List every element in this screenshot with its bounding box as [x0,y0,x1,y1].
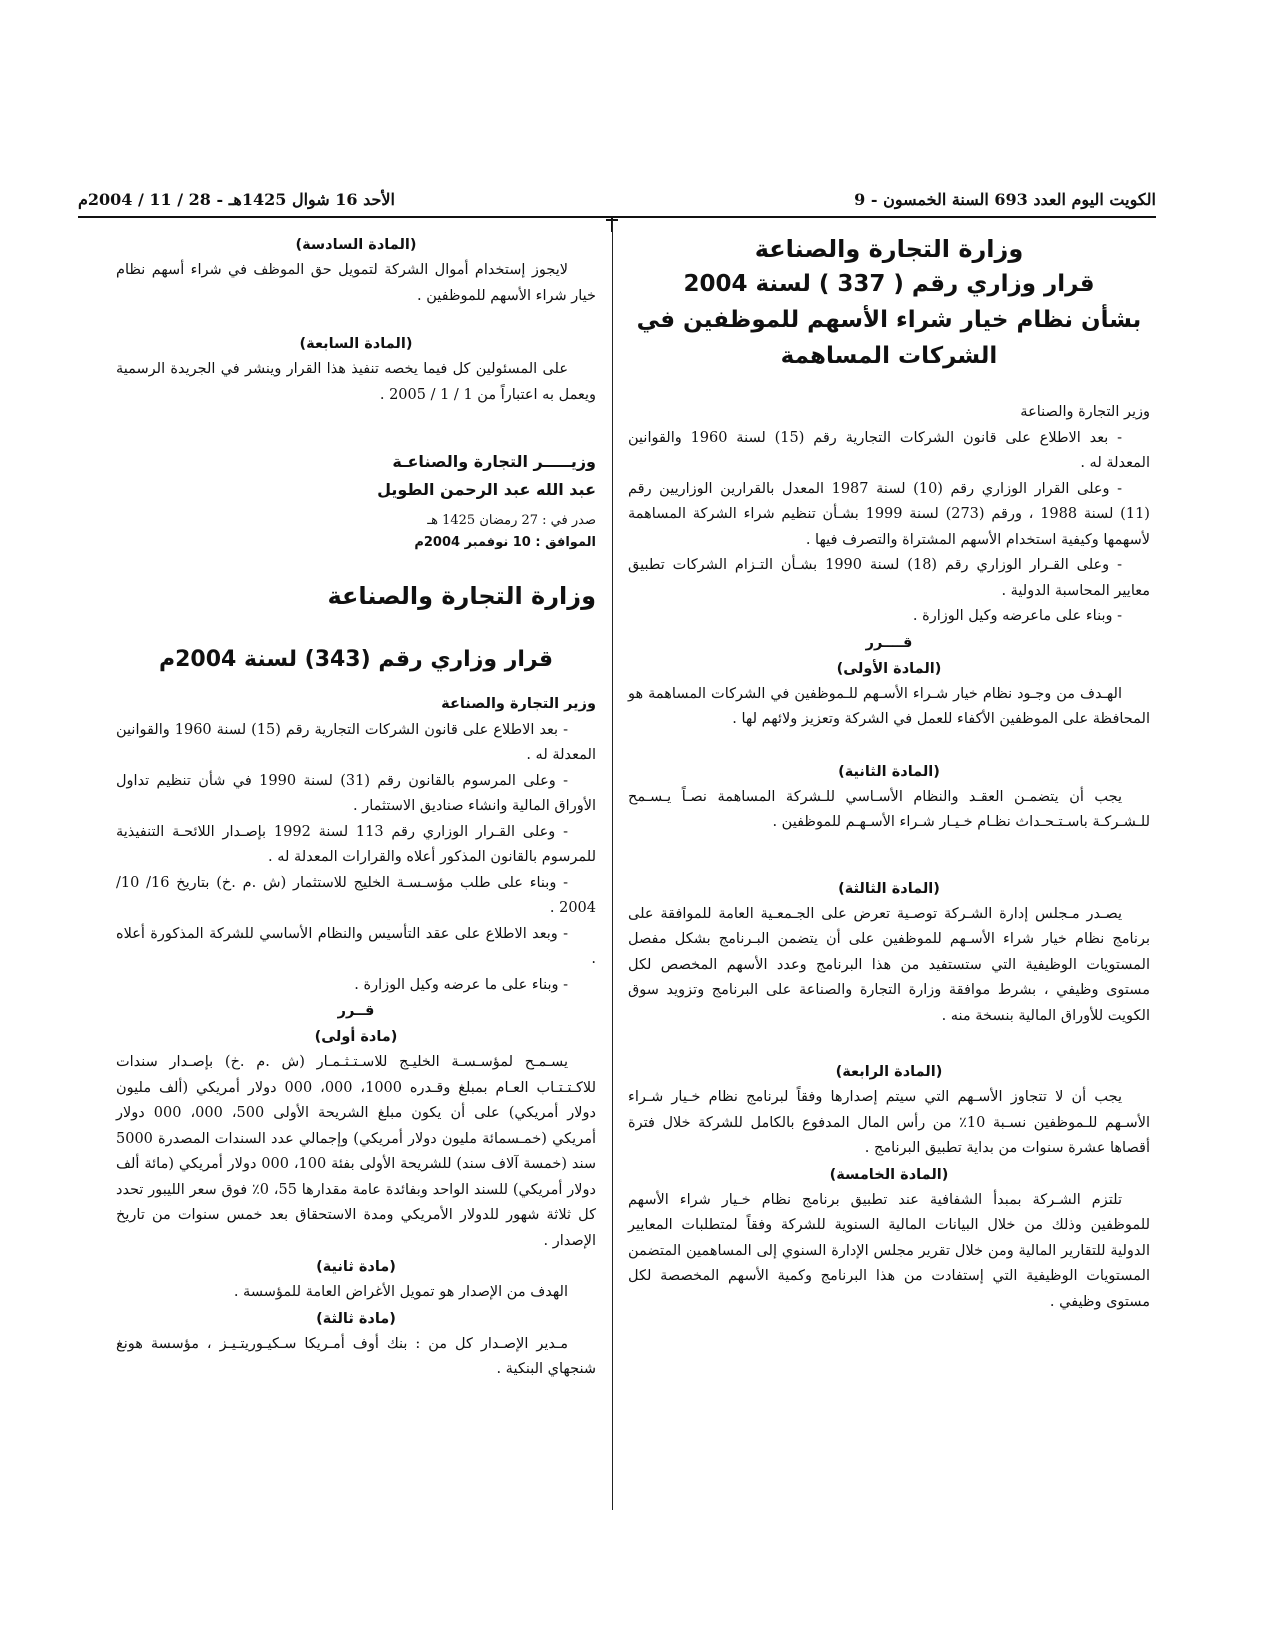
minister-line-2: وزير التجارة والصناعة [441,696,596,712]
preamble-item: - وبعد الاطلاع على عقد التأسيس والنظام الأساسي للشركة المذكورة أعلاه . [116,925,596,967]
article-text: يجب أن يتضمـن العقـد والنظام الأسـاسي للـشركة المساهمة نصـاً يـسـمح للـشـركـة باسـتـحـداث نظـام خـيـار شـراء الأسـهـم للموظفين . [628,788,1150,830]
article-heading: (المادة الخامسة) [829,1166,949,1183]
preamble-item: - وعلى القرار الوزاري رقم (10) لسنة 1987 المعدل بالقرارين الوزاريين رقم (11) لسنة 1988 ، ورقم (273) لسنة 1999 بشـأن تنظيم شراء الشركة المساهمة لأسهمها وكيفية استخدام الأسهم المشتراة والتصرف فيها . [628,480,1150,548]
page-header [78,186,1156,216]
article-text: يجب أن لا تتجاوز الأسـهم التي سيتم إصدارها وفقاً لبرنامج نظام خـيار شـراء الأسـهم للـموظفين نسـبة 10٪ من رأس المال المدفوع بالكامل للشركة خلال فترة أقصاها عشرة سنوات من بداية تطبيق البرنامج . [628,1089,1150,1156]
header-date: الأحد 16 شوال 1425هـ - 28 / 11 / 2004م [78,190,395,209]
right-column [628,232,1150,1315]
article-text: مـدير الإصـدار كل من : بنك أوف أمـريكا سـكيـوريتـيـز ، مؤسسة هونغ شنجهاي البنكية . [116,1335,596,1377]
decree-subject-line-2: الشركات المساهمة [780,343,998,369]
article-heading: (مادة أولى) [314,1029,398,1045]
preamble-item: - بعد الاطلاع على قانون الشركات التجارية رقم (15) لسنة 1960 والقوانين المعدلة له . [628,429,1150,471]
preamble-item: - وعلى المرسوم بالقانون رقم (31) لسنة 1990 في شأن تنظيم تداول الأوراق المالية وانشاء صناديق الاستثمار . [116,772,596,814]
article-heading: (المادة السابعة) [299,336,413,352]
preamble-item: - وبناء على طلب مؤسـسـة الخليج للاستثمار (ش .م .خ) بتاريخ 16/ 10/ 2004 . [116,874,596,916]
article-text: على المسئولين كل فيما يخصه تنفيذ هذا القرار وينشر في الجريدة الرسمية ويعمل به اعتباراً من 1 / 1 / 2005 . [116,361,596,403]
article-text: الهـدف من وجـود نظام خيار شـراء الأسـهم للـموظفين في الشركات المساهمة هو المحافظة على الموظفين الأكفاء للعمل في الشركة وتعزيز ولائهم لها . [628,685,1150,727]
article-heading: (المادة السادسة) [295,237,417,253]
article-text: لايجوز إستخدام أموال الشركة لتمويل حق الموظف في شراء أسهم نظام خيار شراء الأسهم للموظفين . [116,262,596,304]
article-heading: (المادة الرابعة) [835,1064,943,1080]
decree-subject-line-1: بشأن نظام خيار شراء الأسهم للموظفين في [636,307,1142,333]
ministry-heading-2: وزارة التجارة والصناعة [327,582,596,610]
article-heading: (المادة الثانية) [838,763,940,780]
decided-heading-2: قــرر [337,1003,375,1019]
article-heading: (مادة ثالثة) [316,1310,396,1327]
article-heading: (المادة الأولى) [836,660,942,677]
issued-date: صدر في : 27 رمضان 1425 هـ [427,513,596,528]
preamble-item: - وبناء على ماعرضه وكيل الوزارة . [912,608,1122,624]
left-column [116,232,596,1383]
signature-name: عبد الله عبد الرحمن الطويل [377,480,596,499]
header-issue-info: الكويت اليوم العدد 693 السنة الخمسون - 9 [854,190,1156,209]
decided-heading: قــــرر [865,634,913,651]
preamble-item: - بعد الاطلاع على قانون الشركات التجارية رقم (15) لسنة 1960 والقوانين المعدلة له . [116,721,596,763]
preamble-item: - وبناء على ما عرضه وكيل الوزارة . [354,976,568,993]
signature-title: وزيـــــر التجارة والصناعـة [392,452,596,471]
article-text: يسـمـح لمؤسـسـة الخليـج للاسـتـثـمـار (ش .م .خ) بإصـدار سندات للاكـتـتـاب العـام بمبلغ وقـدره 1000، 000، 000 دولار أمريكي (ألف مليون دولار أمريكي) على أن يكون مبلغ الشريحة الأولى 500، 000، 000 دولار أمريكي (خمـسمائة مليون دولار أمريكي) وإجمالي عدد السندات المصدرة 5000 سند (خمسة آلاف سند) للشريحة الأولى بفئة 100، 000 دولار أمريكي (مائة ألف دولار أمريكي) للسند الواحد وبفائدة عامة مقدارها 55، 0٪ فوق سعر الليبور تحدد كل ثلاثة شهور للدولار الأمريكي ومدة الاستحقاق بعد خمس سنوات من تاريخ الإصدار . [116,1054,597,1249]
preamble-item: - وعلى القـرار الوزاري رقم (18) لسنة 1990 بشـأن التـزام الشركات تطبيق معايير المحاسبة الدولية . [628,557,1150,599]
article-text: يصـدر مـجلس إدارة الشـركة توصـية تعرض على الجـمعـية العامة للموافقة على برنامج نظام خيار شراء الأسـهم للموظفين على أن يتضمن البـرنامج بشكل مفصل المستويات الوظيفية التي ستستفيد من هذا البرنامج وعدد الأسهم المخصص لكل مستوى وظيفي ، بشرط موافقة وزارة التجارة والصناعة على البرنامج وتزويد سوق الكويت للأوراق المالية بنسخة منه . [628,905,1150,1024]
ministry-heading: وزارة التجارة والصناعة [754,235,1024,263]
decree-337-title-block [628,232,1150,374]
article-heading: (المادة الثالثة) [838,880,940,897]
column-divider [612,220,613,1510]
preamble-item: - وعلى القـرار الوزاري رقم 113 لسنة 1992 بإصـدار اللائحـة التنفيذية للمرسوم بالقانون المذكور أعلاه والقرارات المعدلة له . [116,823,596,865]
decree-title: قرار وزاري رقم ( 337 ) لسنة 2004 [683,271,1095,297]
article-text: الهدف من الإصدار هو تمويل الأغراض العامة للمؤسسة . [233,1284,568,1300]
article-heading: (مادة ثانية) [316,1259,396,1275]
minister-line: وزير التجارة والصناعة [1020,404,1150,420]
article-text: تلتزم الشـركة بمبدأ الشفافية عند تطبيق برنامج نظام خـيار شراء الأسهم للموظفين وذلك من خلال البيانات المالية السنوية للشركة وفقاً لمتطلبات المعايير الدولية للتقارير المالية ومن خلال تقرير مجلس الإدارة السنوي إلى المساهمين المتضمن المستويات الوظيفية التي إستفادت من هذا البرنامج وكمية الأسهم المخصصة لكل مستوى وظيفي . [628,1191,1150,1310]
corresponding-date: الموافق : 10 نوفمبر 2004م [414,535,596,550]
decree-343-title: قرار وزاري رقم (343) لسنة 2004م [158,647,553,672]
